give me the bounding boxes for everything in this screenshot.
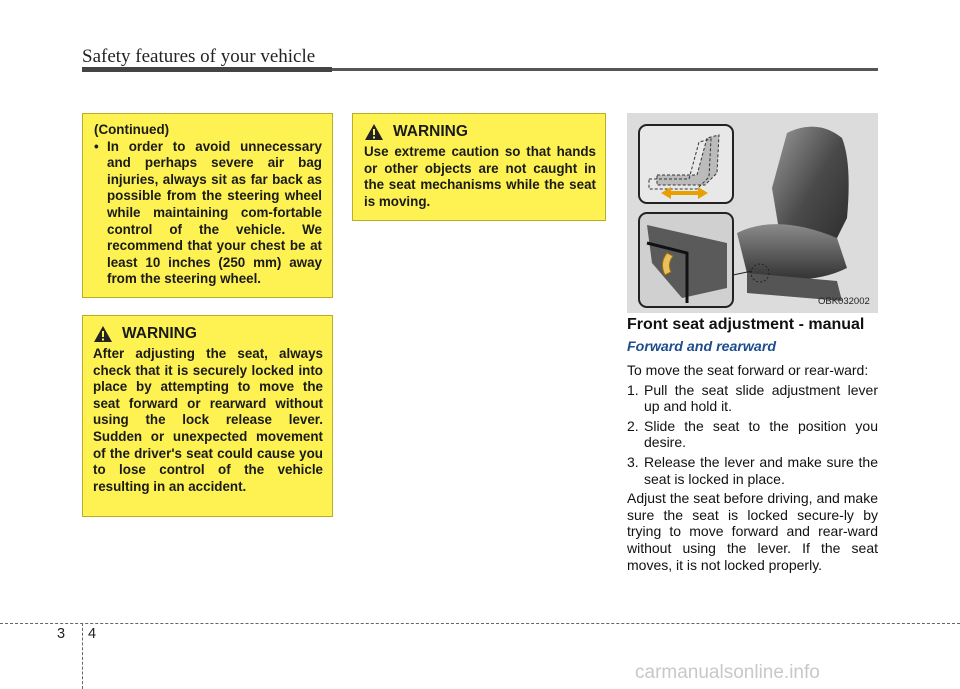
warning-heading [93,325,323,343]
continued-heading: (Continued) [94,122,170,137]
step-item [627,382,878,415]
step-number: 1. [627,381,639,398]
warning-title: WARNING [393,122,468,140]
closing-paragraph: Adjust the seat before driving, and make sure the seat is locked secure-ly by trying to move forward and rear-ward without using the lever. If the seat moves, it is not locked properly. [627,490,878,573]
step-item [627,418,878,451]
warning-triangle-icon [364,123,384,141]
footer-divider [0,623,960,624]
header-rule-accent [82,67,332,72]
step-text: Release the lever and make sure the seat is locked in place. [644,453,878,487]
step-number: 3. [627,453,639,470]
step-text: Slide the seat to the position you desire. [644,417,878,451]
warning-title: WARNING [122,324,197,342]
section-title: Front seat adjustment - manual [627,316,865,333]
figure-code: OBK032002 [818,296,870,307]
footer-vertical-divider [82,623,83,689]
warning-triangle-icon [93,325,113,343]
warning-heading [364,123,596,141]
page-header-title: Safety features of your vehicle [82,46,316,67]
step-item [627,454,878,487]
intro-paragraph: To move the seat forward or rear-ward: [627,362,869,378]
warning-text: After adjusting the seat, always check that it is securely locked into place by attempting to move the seat forward or rearward without using the lock release lever. Sudden or unexpected movement of the driver's seat could cause you to lose control of the vehicle resulting in an accident. [93,346,323,494]
continued-bullet-text: In order to avoid unnecessary and perhaps severe air bag injuries, always sit as far back as possible from the steering wheel while maintaining com-fortable control of the vehicle. We recommend that your chest be at least 10 inches (250 mm) away from the steering wheel. [107,138,322,287]
seat-illustration [627,113,878,313]
continued-bullet [94,139,322,288]
warning-box-left [82,315,333,517]
warning-box-middle [352,113,606,221]
subsection-title: Forward and rearward [627,339,777,355]
instructions-text [627,362,878,576]
chapter-number: 3 [57,626,67,642]
continued-box [82,113,333,298]
seat-drawing [627,113,878,313]
bullet-dot-icon: • [94,138,99,154]
step-number: 2. [627,417,639,434]
warning-text: Use extreme caution so that hands or other objects are not caught in the seat mechanisms while the seat is moving. [364,144,596,209]
step-text: Pull the seat slide adjustment lever up and hold it. [644,381,878,415]
watermark: carmanualsonline.info [635,662,820,683]
page-number: 4 [88,626,97,642]
